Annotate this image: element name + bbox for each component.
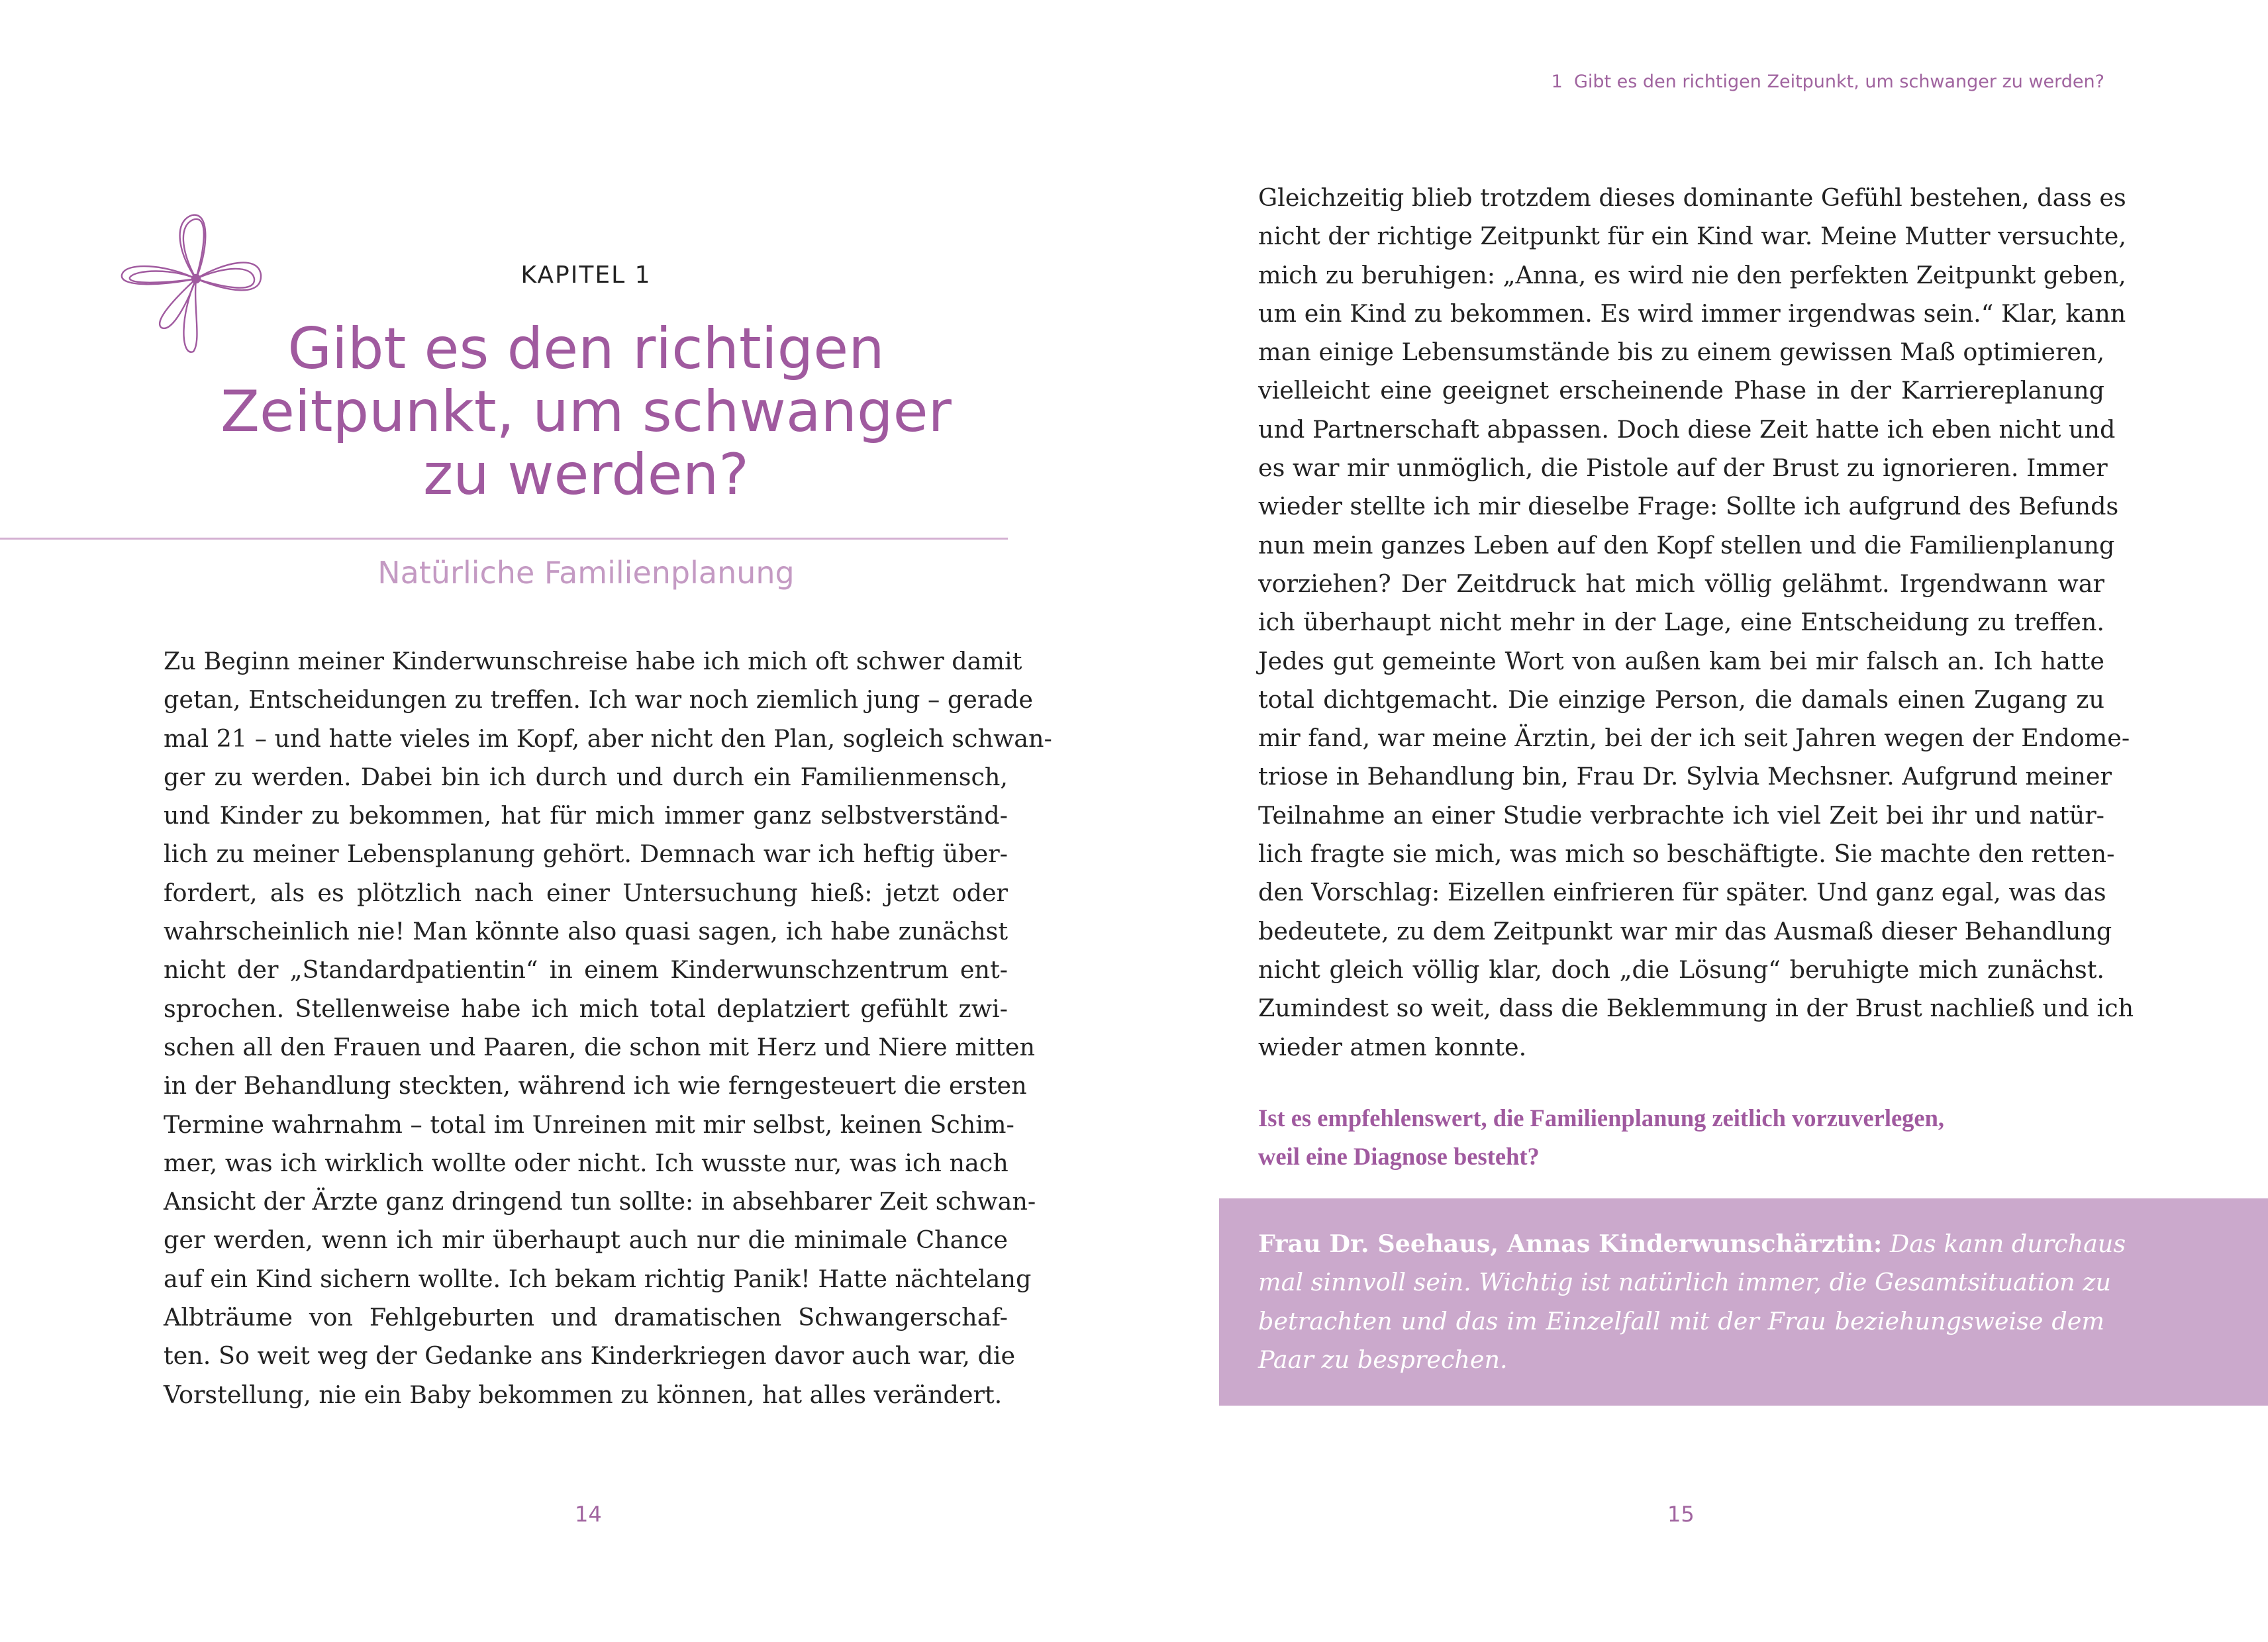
text-line: um ein Kind zu bekommen. Es wird immer irgendwas sein.“ Klar, kann — [1258, 299, 2126, 328]
answer-line: mal sinnvoll sein. Wichtig ist natürlich immer, die Gesamtsituation zu — [1258, 1268, 2112, 1297]
text-line: Gleichzeitig blieb trotzdem dieses dominante Gefühl bestehen, dass es — [1258, 183, 2126, 212]
text-line: und Partnerschaft abpassen. Doch diese Zeit hatte ich eben nicht und — [1258, 414, 2116, 444]
question-line: Ist es empfehlenswert, die Familienplanung zeitlich vorzuverlegen, — [1258, 1104, 1945, 1132]
text-line: den Vorschlag: Eizellen einfrieren für später. Und ganz egal, was das — [1258, 878, 2106, 907]
text-line: Ansicht der Ärzte ganz dringend tun sollte: in absehbarer Zeit schwan- — [164, 1187, 1036, 1216]
text-line: und Kinder zu bekommen, hat für mich immer ganz selbstverständ- — [164, 801, 1008, 830]
text-line: mal 21 – und hatte vieles im Kopf, aber nicht den Plan, sogleich schwan- — [164, 724, 1052, 753]
text-line: nicht der „Standardpatientin“ in einem Kinderwunschzentrum ent- — [164, 955, 1008, 985]
text-line: fordert, als es plötzlich nach einer Untersuchung hieß: jetzt oder — [164, 878, 1008, 907]
text-line: es war mir unmöglich, die Pistole auf der Brust zu ignorieren. Immer — [1258, 454, 2108, 483]
text-line: nun mein ganzes Leben auf den Kopf stellen und die Familienplanung — [1258, 530, 2115, 559]
text-line: schen all den Frauen und Paaren, die schon mit Herz und Niere mitten — [164, 1032, 1035, 1061]
text-line: Termine wahrnahm – total im Unreinen mit mir selbst, keinen Schim- — [164, 1110, 1014, 1139]
right-body-text — [1258, 179, 2134, 1067]
text-line: ger zu werden. Dabei bin ich durch und durch ein Familienmensch, — [164, 762, 1008, 791]
page-number-left: 14 — [575, 1502, 602, 1527]
text-line: vorziehen? Der Zeitdruck hat mich völlig gelähmt. Irgendwann war — [1258, 569, 2104, 598]
text-line: ger werden, wenn ich mir überhaupt auch nur die minimale Chance — [164, 1226, 1008, 1255]
answer-speaker: Frau Dr. Seehaus, Annas Kinderwunschärztin: — [1258, 1230, 1883, 1258]
text-line: vielleicht eine geeignet erscheinende Phase in der Karriereplanung — [1258, 376, 2104, 405]
running-header — [1552, 72, 2104, 92]
interview-question — [1258, 1099, 2104, 1177]
question-line: weil eine Diagnose besteht? — [1258, 1143, 1540, 1171]
text-line: ten. So weit weg der Gedanke ans Kinderkriegen davor auch war, die — [164, 1341, 1016, 1371]
text-line: mer, was ich wirklich wollte oder nicht. Ich wusste nur, was ich nach — [164, 1148, 1009, 1177]
title-line: Zeitpunkt, um schwanger — [221, 379, 952, 445]
text-line: lich zu meiner Lebensplanung gehört. Demnach war ich heftig über- — [164, 840, 1008, 869]
text-line: auf ein Kind sichern wollte. Ich bekam richtig Panik! Hatte nächtelang — [164, 1264, 1032, 1293]
text-line: man einige Lebensumstände bis zu einem gewissen Maß optimieren, — [1258, 338, 2105, 367]
text-line: lich fragte sie mich, was mich so beschäftigte. Sie machte den retten- — [1258, 840, 2115, 869]
text-line: wieder atmen konnte. — [1258, 1032, 1527, 1061]
answer-text — [1258, 1225, 2126, 1379]
text-line: wieder stellte ich mir dieselbe Frage: Sollte ich aufgrund des Befunds — [1258, 492, 2119, 521]
running-header-number: 1 — [1551, 72, 1563, 92]
section-subtitle: Natürliche Familienplanung — [377, 555, 795, 591]
text-line: Zu Beginn meiner Kinderwunschreise habe ich mich oft schwer damit — [164, 647, 1022, 675]
text-line: Albträume von Fehlgeburten und dramatischen Schwangerschaf- — [164, 1303, 1008, 1332]
text-line: total dichtgemacht. Die einzige Person, die damals einen Zugang zu — [1258, 685, 2104, 714]
text-line: Vorstellung, nie ein Baby bekommen zu können, hat alles verändert. — [164, 1380, 1003, 1409]
text-line: nicht der richtige Zeitpunkt für ein Kind war. Meine Mutter versuchte, — [1258, 222, 2126, 251]
chapter-title — [0, 318, 1172, 507]
text-line: Teilnahme an einer Studie verbrachte ich viel Zeit bei ihr und natür- — [1258, 800, 2104, 830]
text-line: getan, Entscheidungen zu treffen. Ich war noch ziemlich jung – gerade — [164, 685, 1034, 714]
answer-box — [1219, 1198, 2268, 1406]
answer-line: Das kann durchaus — [1882, 1230, 2126, 1258]
text-line: ich überhaupt nicht mehr in der Lage, eine Entscheidung zu treffen. — [1258, 608, 2104, 637]
text-line: mich zu beruhigen: „Anna, es wird nie den perfekten Zeitpunkt geben, — [1258, 260, 2126, 289]
text-line: Jedes gut gemeinte Wort von außen kam bei mir falsch an. Ich hatte — [1258, 646, 2104, 675]
text-line: mir fand, war meine Ärztin, bei der ich seit Jahren wegen der Endome- — [1258, 724, 2130, 753]
answer-line: betrachten und das im Einzelfall mit der Frau beziehungsweise dem — [1258, 1306, 2104, 1335]
text-line: wahrscheinlich nie! Man könnte also quasi sagen, ich habe zunächst — [164, 917, 1008, 946]
page-number-right: 15 — [1667, 1502, 1695, 1527]
title-line: Gibt es den richtigen — [287, 316, 885, 382]
divider — [0, 538, 1008, 540]
running-header-text: Gibt es den richtigen Zeitpunkt, um schwanger zu werden? — [1573, 72, 2104, 92]
chapter-label: KAPITEL 1 — [520, 262, 652, 289]
left-body-text — [164, 642, 1052, 1414]
text-line: in der Behandlung steckten, während ich wie ferngesteuert die ersten — [164, 1071, 1027, 1100]
text-line: sprochen. Stellenweise habe ich mich total deplatziert gefühlt zwi- — [164, 994, 1008, 1023]
text-line: bedeutete, zu dem Zeitpunkt war mir das Ausmaß dieser Behandlung — [1258, 916, 2112, 945]
text-line: Zumindest so weit, dass die Beklemmung in der Brust nachließ und ich — [1258, 994, 2134, 1023]
title-line: zu werden? — [423, 442, 749, 508]
text-line: nicht gleich völlig klar, doch „die Lösung“ beruhigte mich zunächst. — [1258, 955, 2104, 984]
text-line: triose in Behandlung bin, Frau Dr. Sylvia Mechsner. Aufgrund meiner — [1258, 762, 2112, 791]
answer-line: Paar zu besprechen. — [1258, 1345, 1508, 1374]
